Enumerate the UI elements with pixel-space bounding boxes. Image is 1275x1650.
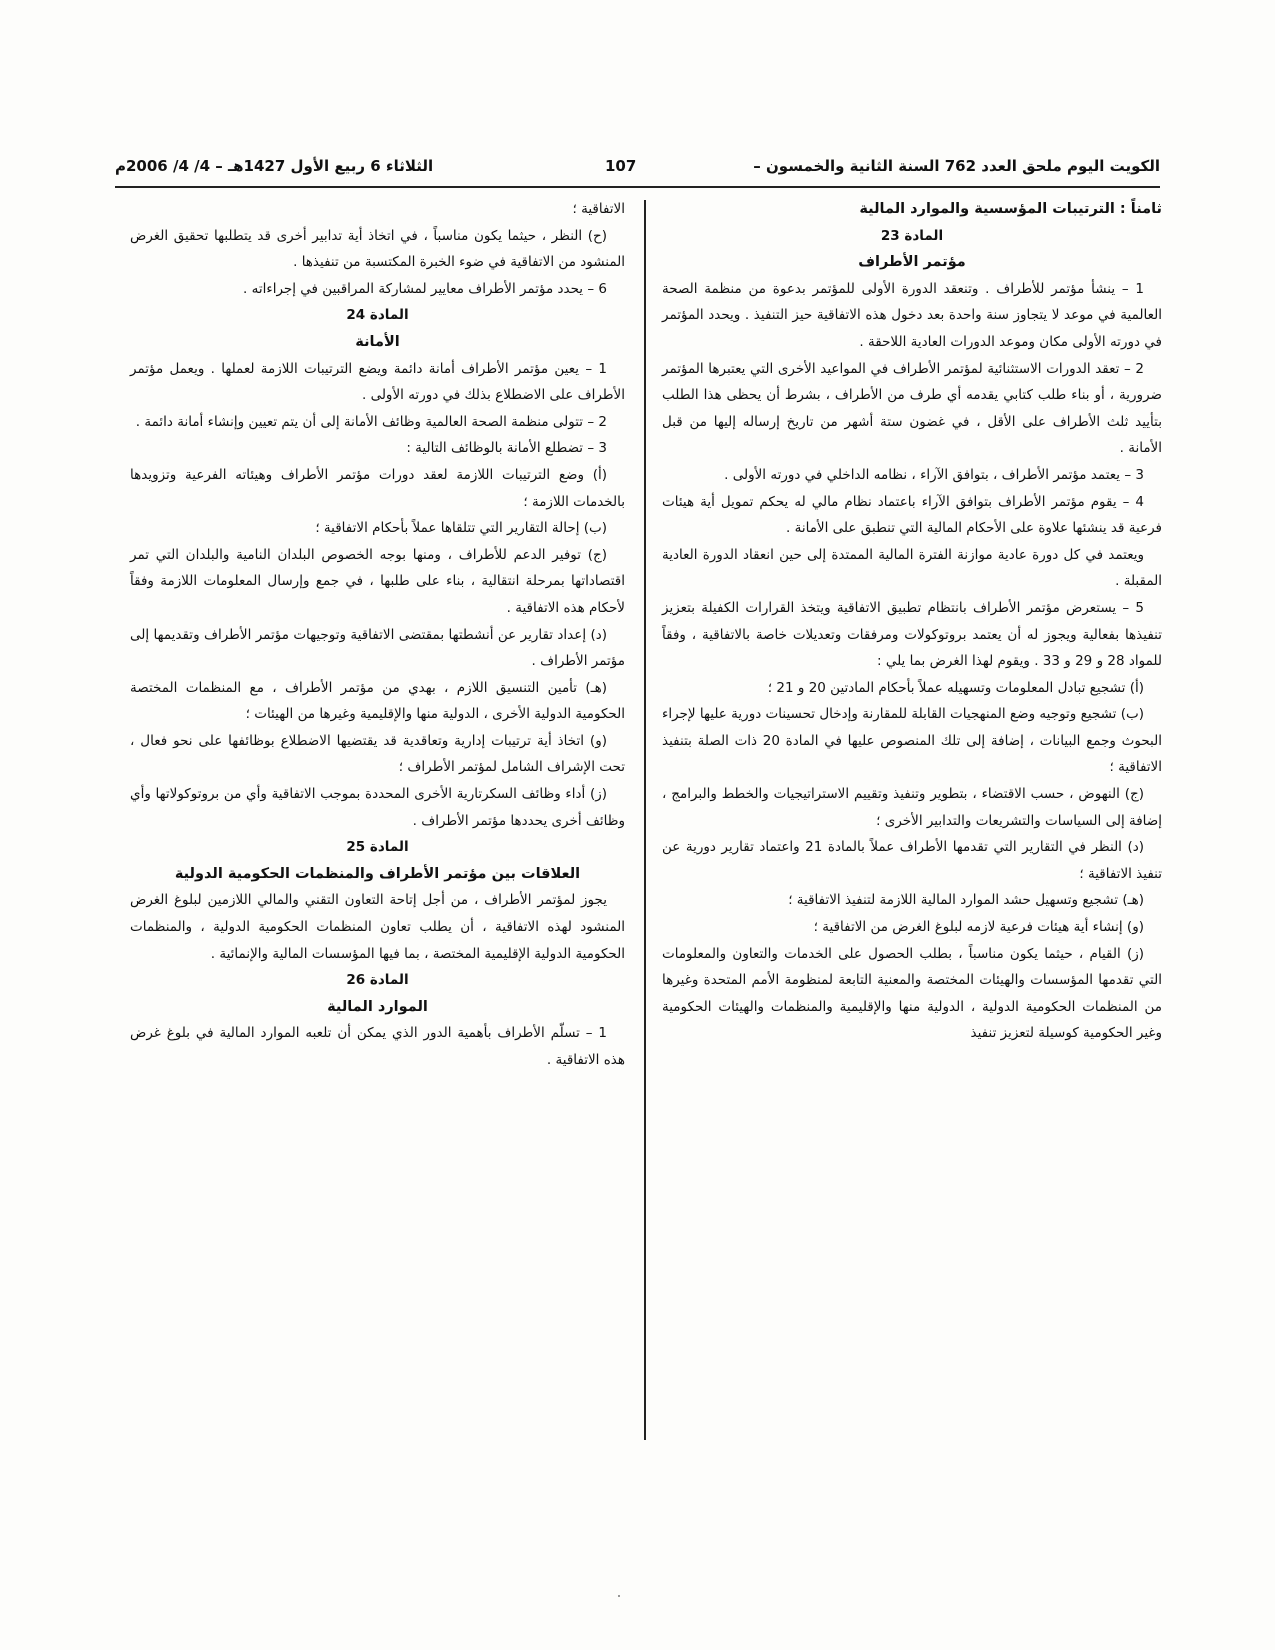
paragraph: 1 – يعين مؤتمر الأطراف أمانة دائمة ويضع الترتيبات اللازمة لعملها . ويعمل مؤتمر الأطراف على الاضطلاع بذلك في دورته الأولى . <box>130 360 625 404</box>
column-divider <box>644 200 646 1440</box>
paragraph: (هـ) تشجيع وتسهيل حشد الموارد المالية اللازمة لتنفيذ الاتفاقية ؛ <box>788 892 1144 909</box>
paragraph: 3 – يعتمد مؤتمر الأطراف ، بتوافق الآراء ، نظامه الداخلي في دورته الأولى . <box>724 466 1144 483</box>
article-24-title: الأمانة <box>355 333 400 350</box>
paragraph: (أ) تشجيع تبادل المعلومات وتسهيله عملاً بأحكام المادتين 20 و 21 ؛ <box>767 679 1144 696</box>
header-rule <box>115 186 1160 188</box>
paragraph: (ز) القيام ، حيثما يكون مناسباً ، بطلب الحصول على الخدمات والتعاون والمعلومات التي تقدمها المؤسسات والهيئات المختصة والمعنية التابعة لمنظومة الأمم المتحدة وغيرها من المنظمات الحكومية الدولية ، الدولية منها والإقليمية والمنظمات والهيئات الحكومية وغير الحكومية كوسيلة لتعزيز تنفيذ <box>662 945 1162 1042</box>
article-23-title: مؤتمر الأطراف <box>858 254 966 271</box>
header-date: الثلاثاء 6 ربيع الأول 1427هـ – 4/ 4/ 2006م <box>115 157 434 175</box>
article-26-title: الموارد المالية <box>327 998 428 1015</box>
paragraph: يجوز لمؤتمر الأطراف ، من أجل إتاحة التعاون التقني والمالي اللازمين لبلوغ الغرض المنشود لهذه الاتفاقية ، أن يطلب تعاون المنظمات الحكومية الدولية ، والمنظمات الحكومية الدولية الإقليمية المختصة ، بما فيها المؤسسات المالية والإنمائية . <box>130 892 625 962</box>
paragraph: 2 – تتولى منظمة الصحة العالمية وظائف الأمانة إلى أن يتم تعيين وإنشاء أمانة دائمة . <box>135 413 607 430</box>
paragraph: ويعتمد في كل دورة عادية موازنة الفترة المالية الممتدة إلى حين انعقاد الدورة العادية المقبلة . <box>662 546 1162 590</box>
paragraph: (ح) النظر ، حيثما يكون مناسباً ، في اتخاذ أية تدابير أخرى قد يتطلبها تحقيق الغرض المنشود من الاتفاقية في ضوء الخبرة المكتسبة من تنفيذها . <box>130 227 625 271</box>
paragraph: 6 – يحدد مؤتمر الأطراف معايير لمشاركة المراقبين في إجراءاته . <box>243 280 607 297</box>
paragraph: 1 – ينشأ مؤتمر للأطراف . وتنعقد الدورة الأولى للمؤتمر بدعوة من منظمة الصحة العالمية في موعد لا يتجاوز سنة واحدة بعد دخول هذه الاتفاقية حيز التنفيذ . ويحدد المؤتمر في دورته الأولى مكان وموعد الدورات العادية اللاحقة . <box>662 280 1162 350</box>
paragraph: (ج) توفير الدعم للأطراف ، ومنها بوجه الخصوص البلدان النامية والبلدان التي تمر اقتصاداتها بمرحلة انتقالية ، بناء على طلبها ، في جمع وإرسال المعلومات اللازمة وفقاً لأحكام هذه الاتفاقية . <box>130 546 625 616</box>
paragraph: (ج) النهوض ، حسب الاقتضاء ، بتطوير وتنفيذ وتقييم الاستراتيجيات والخطط والبرامج ، إضافة إلى السياسات والتشريعات والتدابير الأخرى ؛ <box>662 786 1162 829</box>
left-column <box>130 196 625 1074</box>
article-26-number: المادة 26 <box>346 972 409 989</box>
section-title: ثامناً : الترتيبات المؤسسية والموارد المالية <box>859 201 1162 217</box>
right-column <box>662 196 1162 1047</box>
paragraph: (و) اتخاذ أية ترتيبات إدارية وتعاقدية قد يقتضيها الاضطلاع بوظائفها على نحو فعال ، تحت الإشراف الشامل لمؤتمر الأطراف ؛ <box>130 732 625 776</box>
paragraph: (د) النظر في التقارير التي تقدمها الأطراف عملاً بالمادة 21 واعتماد تقارير دورية عن تنفيذ الاتفاقية ؛ <box>662 839 1162 882</box>
paragraph: (ز) أداء وظائف السكرتارية الأخرى المحددة بموجب الاتفاقية وأي من بروتوكولاتها وأي وظائف أخرى يحددها مؤتمر الأطراف . <box>130 786 625 829</box>
paragraph: (أ) وضع الترتيبات اللازمة لعقد دورات مؤتمر الأطراف وهيئاته الفرعية وتزويدها بالخدمات اللازمة ؛ <box>130 466 625 510</box>
scan-speck <box>618 1595 620 1597</box>
article-24-number: المادة 24 <box>346 307 409 324</box>
paragraph: 1 – تسلّم الأطراف بأهمية الدور الذي يمكن أن تلعبه الموارد المالية في بلوغ غرض هذه الاتفاقية . <box>130 1025 625 1068</box>
paragraph: 2 – تعقد الدورات الاستثنائية لمؤتمر الأطراف في المواعيد الأخرى التي يعتبرها المؤتمر ضرورية ، أو بناء طلب كتابي يقدمه أي طرف من الأطراف ، بشرط أن يحظى هذا الطلب بتأييد ثلث الأطراف على الأقل ، في غضون ستة أشهر من تاريخ إرساله إليها من قبل الأمانة . <box>662 360 1162 457</box>
paragraph: (ب) تشجيع وتوجيه وضع المنهجيات القابلة للمقارنة وإدخال تحسينات دورية عليها لإجراء البحوث وجمع البيانات ، إضافة إلى تلك المنصوص عليها في المادة 20 ذات الصلة بتنفيذ الاتفاقية ؛ <box>662 706 1162 776</box>
paragraph: (هـ) تأمين التنسيق اللازم ، بهدي من مؤتمر الأطراف ، مع المنظمات المختصة الحكومية الدولية الأخرى ، الدولية منها والإقليمية وغيرها من الهيئات ؛ <box>130 679 625 723</box>
header-publication-info: الكويت اليوم ملحق العدد 762 السنة الثانية والخمسون – <box>753 157 1160 175</box>
paragraph: (و) إنشاء أية هيئات فرعية لازمه لبلوغ الغرض من الاتفاقية ؛ <box>813 919 1144 936</box>
paragraph: 5 – يستعرض مؤتمر الأطراف بانتظام تطبيق الاتفاقية ويتخذ القرارات الكفيلة بتعزيز تنفيذها بفعالية ويجوز له أن يعتمد بروتوكولات ومرفقات وتعديلات خاصة بالاتفاقية ، وفقاً للمواد 28 و 29 و 33 . ويقوم لهذا الغرض بما يلي : <box>662 599 1162 670</box>
paragraph: (ب) إحالة التقارير التي تتلقاها عملاً بأحكام الاتفاقية ؛ <box>315 520 607 537</box>
paragraph: الاتفاقية ؛ <box>572 201 625 217</box>
paragraph: 4 – يقوم مؤتمر الأطراف بتوافق الآراء باعتماد نظام مالي له يحكم تمويل أية هيئات فرعية قد ينشئها علاوة على الأحكام المالية التي تنطبق على الأمانة . <box>662 493 1162 537</box>
article-23-number: المادة 23 <box>880 227 944 244</box>
paragraph: (د) إعداد تقارير عن أنشطتها بمقتضى الاتفاقية وتوجيهات مؤتمر الأطراف وتقديمها إلى مؤتمر الأطراف . <box>130 626 625 670</box>
article-25-number: المادة 25 <box>346 839 409 856</box>
article-25-title: العلاقات بين مؤتمر الأطراف والمنظمات الحكومية الدولية <box>174 865 581 882</box>
page-header <box>115 153 1160 183</box>
page-number: 107 <box>605 157 637 175</box>
paragraph: 3 – تضطلع الأمانة بالوظائف التالية : <box>406 440 607 457</box>
